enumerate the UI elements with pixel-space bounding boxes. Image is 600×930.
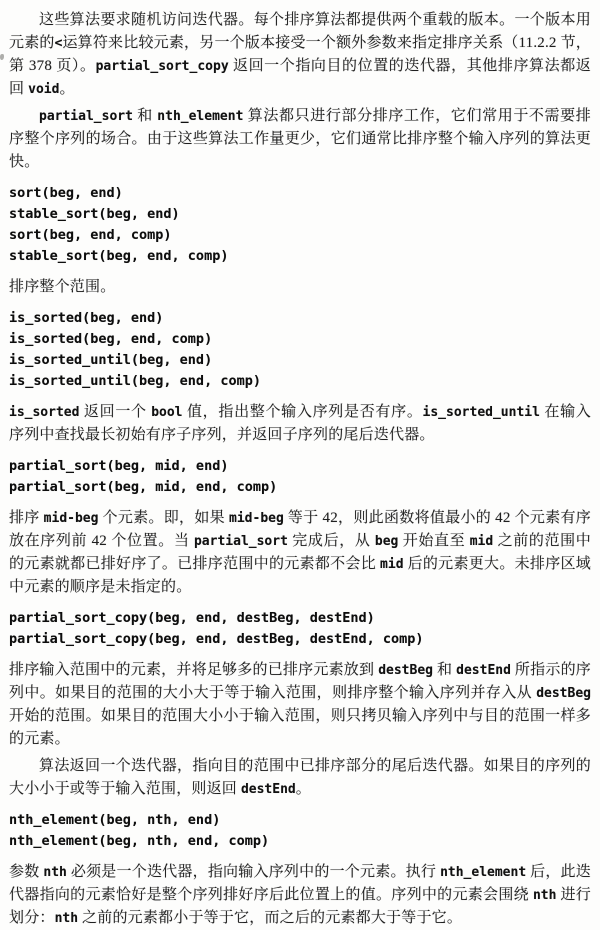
- inline-code: nth: [532, 888, 557, 903]
- text-run: 排序: [9, 510, 44, 526]
- code-line: is_sorted_until(beg, end, comp): [9, 373, 261, 389]
- inline-code: nth: [43, 865, 67, 880]
- text-run: 后的元素更大。未排序区域中元素的顺序是未指定的。: [9, 556, 591, 595]
- inline-code: nth_element: [440, 865, 527, 880]
- text-run: 和: [433, 662, 457, 678]
- inline-code: mid: [469, 534, 494, 549]
- inline-code: destEnd: [456, 663, 511, 678]
- inline-code: mid: [380, 557, 404, 572]
- code-line: is_sorted(beg, end): [9, 310, 164, 326]
- inline-code: nth_element: [157, 109, 244, 124]
- text-run: 在输入序列中查找最长初始有序子序列，并返回子序列的尾后迭代器。: [9, 404, 592, 443]
- text-run: 等于 42，则此函数将值最小的 42 个元素有序放在序列前 42 个位置。当: [9, 510, 591, 549]
- paragraph: [9, 507, 591, 599]
- text-run: 这些算法要求随机访问迭代器。每个排序算法都提供两个重载的版本。一个版本用元素的: [9, 12, 591, 51]
- paragraph: [9, 861, 591, 930]
- text-run: 完成后，从: [287, 533, 375, 549]
- code-line: nth_element(beg, nth, end, comp): [9, 833, 270, 849]
- inline-code: partial_sort_copy: [95, 59, 229, 74]
- text-run: 。: [59, 81, 75, 97]
- paragraph: [9, 659, 591, 751]
- text-run: 开始直至: [398, 533, 470, 549]
- inline-code: <: [54, 36, 63, 51]
- text-run: 和: [132, 108, 158, 124]
- code-block: [9, 810, 591, 852]
- code-line: is_sorted_until(beg, end): [9, 352, 213, 368]
- text-run: 排序输入范围中的元素，并将足够多的已排序元素放到: [9, 662, 379, 678]
- text-run: 开始的范围。如果目的范围大小小于输入范围，则只拷贝输入序列中与目的范围一样多的元素。: [9, 708, 591, 747]
- text-run: 返回一个: [79, 404, 152, 420]
- code-line: nth_element(beg, nth, end): [9, 812, 221, 828]
- text-run: 算法都只进行部分排序工作，它们常用于不需要排序整个序列的场合。由于这些算法工作量更少，它们通常比排序整个输入序列的算法更快。: [9, 108, 591, 170]
- text-run: 。: [295, 781, 311, 797]
- code-line: partial_sort_copy(beg, end, destBeg, destEnd): [9, 610, 375, 626]
- inline-code: nth: [54, 911, 79, 926]
- text-run: 运算符来比较元素，另一个版本接受一个额外参数来指定排序关系（11.2.2 节，第 378 页）。: [9, 35, 591, 74]
- inline-code: partial_sort: [39, 109, 133, 124]
- inline-code: mid-beg: [229, 511, 284, 526]
- text-run: 进行划分：: [9, 887, 591, 926]
- code-block: [9, 183, 591, 267]
- code-block: [9, 456, 591, 498]
- inline-code: partial_sort: [193, 534, 288, 549]
- code-block: [9, 308, 591, 392]
- text-run: 后，此迭代器指向的元素恰好是整个序列排好序后此位置上的值。序列中的元素会围绕: [9, 864, 591, 903]
- text-run: 之前的元素都小于等于它，而之后的元素都大于等于它。: [78, 910, 463, 926]
- text-run: 所指示的序列中。如果目的范围的大小大于等于输入范围，则排序整个输入序列并存入从: [9, 662, 591, 701]
- paragraph: [9, 9, 591, 101]
- text-run: 之前的范围中的元素就都已排好序了。已排序范围中的元素都不会比: [9, 533, 591, 572]
- text-run: 值，指出整个输入序列是否有序。: [182, 404, 423, 420]
- inline-code: void: [28, 82, 60, 97]
- inline-code: destEnd: [240, 782, 296, 797]
- code-line: partial_sort_copy(beg, end, destBeg, destEnd, comp): [9, 631, 424, 647]
- code-line: is_sorted(beg, end, comp): [9, 331, 213, 347]
- inline-code: destBeg: [536, 686, 591, 701]
- code-block: [9, 608, 591, 650]
- text-run: 个元素。即，如果: [98, 510, 230, 526]
- code-line: sort(beg, end, comp): [9, 227, 172, 243]
- inline-code: is_sorted_until: [422, 405, 540, 420]
- paragraph: [9, 105, 591, 174]
- code-line: partial_sort(beg, mid, end, comp): [9, 479, 278, 495]
- paragraph: [9, 755, 591, 801]
- text-run: 参数: [9, 864, 44, 880]
- text-run: 排序整个范围。: [9, 279, 116, 295]
- inline-code: destBeg: [378, 663, 433, 678]
- code-line: sort(beg, end): [9, 185, 123, 201]
- inline-code: is_sorted: [9, 405, 80, 420]
- paragraph: [9, 276, 591, 299]
- inline-code: bool: [151, 405, 183, 420]
- code-line: partial_sort(beg, mid, end): [9, 458, 229, 474]
- text-run: 必须是一个迭代器，指向输入序列中的一个元素。执行: [66, 864, 441, 880]
- inline-code: mid-beg: [43, 511, 99, 526]
- paragraph: [9, 401, 591, 447]
- code-line: stable_sort(beg, end): [9, 206, 180, 222]
- text-run: 算法返回一个迭代器，指向目的范围中已排序部分的尾后迭代器。如果目的序列的大小小于或等于输入范围，则返回: [9, 758, 591, 797]
- inline-code: beg: [374, 534, 399, 549]
- text-run: 返回一个指向目的位置的迭代器，其他排序算法都返回: [9, 58, 591, 97]
- code-line: stable_sort(beg, end, comp): [9, 248, 229, 264]
